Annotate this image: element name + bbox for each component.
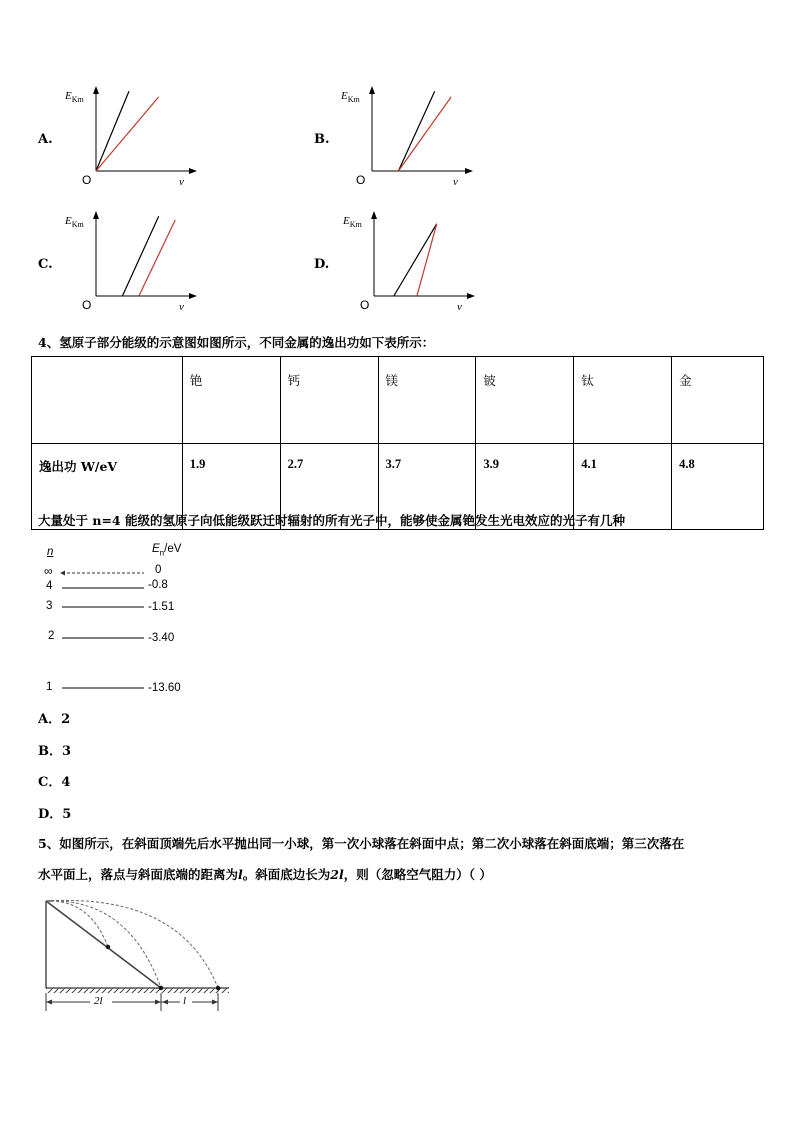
choice-a[interactable]: A．2 <box>38 712 71 727</box>
level-n-label: 3 <box>46 600 53 612</box>
y-axis-label: $E_{Km}$ <box>65 90 84 105</box>
series-line-black <box>122 216 158 296</box>
landing-point-1 <box>106 945 110 949</box>
level-energy-label: 0 <box>155 564 162 576</box>
table-header-cell: 铍 <box>476 357 574 444</box>
dim-label-2l: 2l <box>94 995 103 1007</box>
x-axis-label: ν <box>179 176 184 188</box>
table-cell: 4.8 <box>672 444 764 530</box>
table-header-row <box>32 357 764 444</box>
table-header-cell: 镁 <box>378 357 476 444</box>
table-header-cell <box>32 357 183 444</box>
graph-option-c <box>38 210 208 320</box>
n-header: n <box>47 546 54 558</box>
landing-point-2 <box>159 986 163 990</box>
question-4-stem: 4、氢原子部分能级的示意图如图所示，不同金属的逸出功如下表所示： <box>38 335 435 350</box>
y-axis-label: $E_{Km}$ <box>65 215 84 230</box>
choice-d[interactable]: D．5 <box>38 807 72 822</box>
ground-hatch <box>46 988 229 993</box>
projectile-figure <box>40 893 240 1018</box>
level-energy-label: -3.40 <box>148 632 175 644</box>
dim-label-l: l <box>183 995 187 1007</box>
choice-c[interactable]: C．4 <box>38 775 71 790</box>
origin-label: O <box>360 298 370 312</box>
series-line-black <box>394 224 437 296</box>
energy-level-lines <box>40 540 200 700</box>
option-label: B. <box>314 132 330 147</box>
origin-label: O <box>356 173 366 187</box>
y-axis-arrow <box>371 211 377 219</box>
graph-c-plot <box>90 210 200 305</box>
landing-point-3 <box>216 986 220 990</box>
y-axis-arrow <box>369 86 375 94</box>
y-axis-arrow <box>93 86 99 94</box>
series-line-black <box>398 91 434 171</box>
table-header-cell: 钛 <box>574 357 672 444</box>
level-n-label: ∞ <box>44 564 53 578</box>
level-n-label: 1 <box>46 681 53 693</box>
table-cell: 4.1 <box>574 444 672 530</box>
graph-a-plot <box>90 85 200 180</box>
series-line-red <box>96 97 159 171</box>
origin-label: O <box>82 298 92 312</box>
table-cell: 1.9 <box>182 444 280 530</box>
origin-label: O <box>82 173 92 187</box>
x-axis-arrow <box>465 168 473 174</box>
incline-diagram <box>40 893 240 1018</box>
series-line-red <box>139 220 175 296</box>
graph-option-b <box>314 85 484 195</box>
y-axis-label: $E_{Km}$ <box>343 215 362 230</box>
y-axis-label: $E_{Km}$ <box>341 90 360 105</box>
x-axis-arrow <box>467 293 475 299</box>
dim-arrow <box>46 1000 52 1005</box>
level-n-label: 4 <box>46 580 53 592</box>
level-energy-label: -13.60 <box>148 682 181 694</box>
table-header-cell: 铯 <box>182 357 280 444</box>
table-row-label: 逸出功 W/eV <box>32 444 183 530</box>
dim-arrow <box>162 1000 168 1005</box>
table-cell: 2.7 <box>280 444 378 530</box>
trajectory-3 <box>46 900 218 988</box>
question-4-prompt: 大量处于 n=4 能级的氢原子向低能级跃迁时辐射的所有光子中，能够使金属铯发生光电效应的光子有几种 <box>38 513 625 528</box>
graph-option-a <box>38 85 208 195</box>
choice-b[interactable]: B．3 <box>38 744 72 759</box>
option-label: C. <box>38 257 53 272</box>
energy-header: $E_n/eV$ <box>152 543 182 558</box>
level-arrow <box>60 571 65 576</box>
series-line-red <box>417 224 437 296</box>
x-axis-label: ν <box>453 176 458 188</box>
question-5-line-2: 水平面上，落点与斜面底端的距离为l。斜面底边长为2l，则（忽略空气阻力）（ ） <box>38 867 492 882</box>
level-n-label: 2 <box>48 630 55 642</box>
x-axis-arrow <box>189 293 197 299</box>
y-axis-arrow <box>93 211 99 219</box>
dim-arrow <box>212 1000 218 1005</box>
level-energy-label: -0.8 <box>148 579 168 591</box>
work-function-table <box>31 356 764 530</box>
series-line-black <box>96 91 129 171</box>
table-header-cell: 钙 <box>280 357 378 444</box>
graph-b-plot <box>366 85 476 180</box>
option-label: A. <box>38 132 53 147</box>
x-axis-label: ν <box>457 301 462 313</box>
table-header-cell: 金 <box>672 357 764 444</box>
table-cell: 3.7 <box>378 444 476 530</box>
graph-option-d <box>314 210 484 320</box>
graph-d-plot <box>368 210 478 305</box>
question-5-line-1: 5、如图所示，在斜面顶端先后水平抛出同一小球，第一次小球落在斜面中点；第二次小球落在斜面底端；第三次落在 <box>38 836 685 851</box>
level-energy-label: -1.51 <box>148 601 175 613</box>
table-cell: 3.9 <box>476 444 574 530</box>
series-line-red <box>398 97 451 171</box>
x-axis-arrow <box>189 168 197 174</box>
incline-slope <box>46 901 161 988</box>
dim-arrow <box>155 1000 161 1005</box>
energy-level-diagram <box>40 540 200 700</box>
option-label: D. <box>314 257 330 272</box>
x-axis-label: ν <box>179 301 184 313</box>
